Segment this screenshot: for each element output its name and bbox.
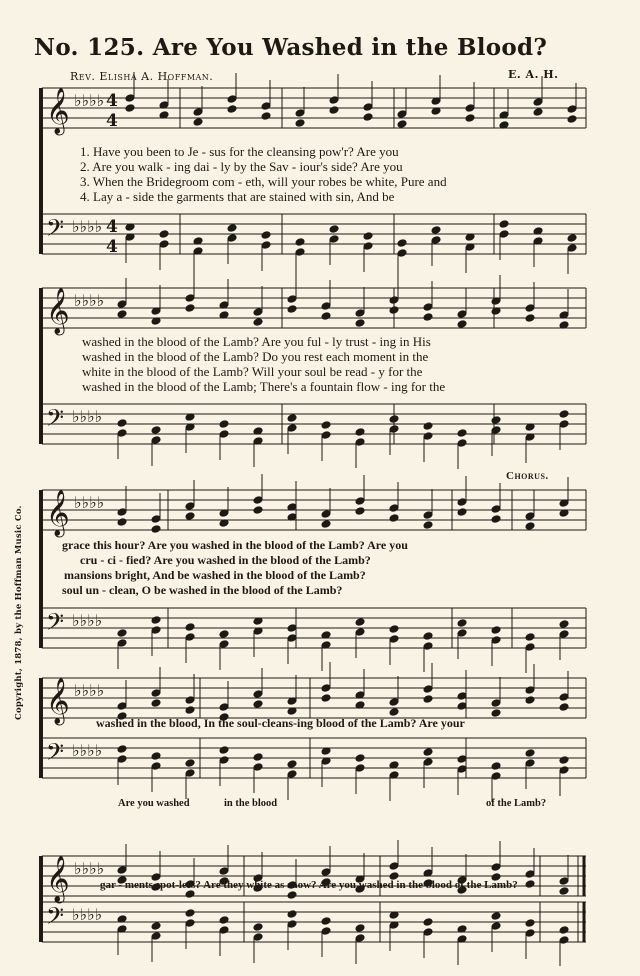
note-head [491,416,501,425]
note-head [117,866,127,875]
note-head [389,425,399,434]
note-head [491,626,501,635]
note-head [287,634,297,643]
note-head [185,696,195,705]
note-head [253,496,263,505]
svg-text:𝄞: 𝄞 [46,490,70,536]
note-head [457,619,467,628]
note-head [295,238,305,247]
note-head [253,763,263,772]
svg-text:♭♭♭♭: ♭♭♭♭ [74,681,105,700]
note-head [295,248,305,257]
note-head [363,242,373,251]
note-head [457,508,467,517]
note-head [525,314,535,323]
note-head [423,521,433,530]
note-head [465,104,475,113]
note-head [397,120,407,129]
verse-line-4: washed in the blood of the Lamb; There's a fountain flow - ing for the [82,379,446,394]
verse-line-3: 3. When the Bridegroom com - eth, will your robes be white, Pure and [80,174,447,189]
note-head [219,420,229,429]
note-head [117,300,127,309]
note-head [253,318,263,327]
note-head [253,308,263,317]
note-head [253,506,263,515]
svg-text:4: 4 [106,91,118,111]
note-head [567,234,577,243]
note-head [499,230,509,239]
note-head [525,512,535,521]
key-signature [72,91,104,924]
note-head [525,870,535,879]
verse-line-2: cru - ci - fied? Are you washed in the blood of the Lamb? [80,553,371,567]
note-head [321,510,331,519]
note-head [287,414,297,423]
svg-text:𝄢: 𝄢 [46,738,65,771]
note-head [329,106,339,115]
copyright-notice: Copyright, 1878, by the Hoffman Music Co. [14,505,24,720]
note-head [355,754,365,763]
note-head [185,919,195,928]
note-head [423,432,433,441]
verse-line-1: 1. Have you been to Je - sus for the cleansing pow'r? Are you [80,144,399,159]
note-head [151,426,161,435]
svg-text:4: 4 [106,111,118,131]
note-head [321,927,331,936]
note-head [253,753,263,762]
note-head [457,498,467,507]
note-head [321,431,331,440]
note-head [261,102,271,111]
svg-text:♭♭♭♭: ♭♭♭♭ [72,407,103,426]
note-head [397,249,407,258]
verse-line-2: washed in the blood of the Lamb? Do you rest each moment in the [82,349,429,364]
note-head [117,702,127,711]
svg-text:♭♭♭♭: ♭♭♭♭ [72,217,103,236]
note-head [227,105,237,114]
note-head [117,518,127,527]
svg-text:𝄞: 𝄞 [46,288,70,334]
note-head [253,933,263,942]
note-head [525,759,535,768]
note-head [253,690,263,699]
note-head [355,934,365,943]
note-head [159,230,169,239]
note-head [389,306,399,315]
note-head [525,919,535,928]
note-head [525,929,535,938]
note-head [287,624,297,633]
verse-line-3: white in the blood of the Lamb? Will your soul be read - y for the [82,364,423,379]
note-head [151,752,161,761]
note-head [117,755,127,764]
svg-text:𝄢: 𝄢 [46,608,65,641]
note-head [567,105,577,114]
note-head [125,94,135,103]
note-head [423,918,433,927]
note-head [151,616,161,625]
note-head [559,926,569,935]
note-head [185,633,195,642]
note-head [423,695,433,704]
note-head [457,629,467,638]
note-head [389,625,399,634]
note-head [219,640,229,649]
svg-text:𝄢: 𝄢 [46,902,65,935]
note-head [423,748,433,757]
note-head [261,112,271,121]
note-head [491,699,501,708]
note-head [389,862,399,871]
verse-line-4: soul un - clean, O be washed in the blood of the Lamb? [62,583,343,597]
note-head [525,696,535,705]
note-head [491,762,501,771]
note-head [491,709,501,718]
note-head [329,225,339,234]
note-head [117,745,127,754]
hymn-title: No. 125. Are You Washed in the Blood? [34,34,548,61]
note-head [525,686,535,695]
note-head [321,520,331,529]
chorus-label: Chorus. [506,470,549,482]
note-head [559,630,569,639]
treble-clef: 𝄞 [46,88,70,134]
note-head [287,305,297,314]
note-head [491,426,501,435]
note-head [321,868,331,877]
note-head [457,310,467,319]
note-head [567,115,577,124]
note-head [355,319,365,328]
note-head [321,302,331,311]
bass-echo-2: in the blood [224,798,278,809]
note-head [185,769,195,778]
note-head [295,119,305,128]
note-head [355,309,365,318]
note-head [423,758,433,767]
note-head [559,420,569,429]
svg-text:♭♭♭♭: ♭♭♭♭ [72,611,103,630]
note-head [533,108,543,117]
note-head [423,313,433,322]
svg-text:♭♭♭♭: ♭♭♭♭ [74,859,105,878]
note-head [355,628,365,637]
note-head [287,760,297,769]
note-head [533,98,543,107]
note-head [559,936,569,945]
note-head [185,759,195,768]
note-head [355,497,365,506]
note-head [193,108,203,117]
note-head [151,762,161,771]
note-head [287,295,297,304]
note-head [185,294,195,303]
author-credit: Rev. Elisha A. Hoffman. [70,70,214,83]
note-head [151,436,161,445]
svg-text:♭♭♭♭: ♭♭♭♭ [72,905,103,924]
note-head [287,920,297,929]
svg-text:𝄞: 𝄞 [46,678,70,724]
note-head [219,867,229,876]
note-head [321,312,331,321]
note-head [185,512,195,521]
note-head [559,620,569,629]
note-head [457,429,467,438]
note-head [355,507,365,516]
note-head [559,703,569,712]
note-head [423,511,433,520]
note-head [227,234,237,243]
note-head [219,756,229,765]
note-head [525,633,535,642]
note-head [559,410,569,419]
svg-text:♭♭♭♭: ♭♭♭♭ [72,741,103,760]
note-head [253,923,263,932]
note-head [525,304,535,313]
svg-text:𝄢: 𝄢 [46,404,65,437]
note-head [389,296,399,305]
note-head [321,917,331,926]
note-head [321,421,331,430]
note-head [151,922,161,931]
note-head [457,755,467,764]
note-head [125,104,135,113]
note-head [491,863,501,872]
note-head [559,756,569,765]
chorus-lyric-line-1: washed in the blood, In the soul-cleans-ing blood of the Lamb? Are your [96,716,465,730]
note-head [457,439,467,448]
note-head [559,887,569,896]
note-head [185,502,195,511]
note-head [117,639,127,648]
note-head [397,110,407,119]
note-head [321,694,331,703]
note-head [151,515,161,524]
bass-clef: 𝄢 [46,214,65,247]
note-head [185,909,195,918]
note-head [355,438,365,447]
verse-line-4: 4. Lay a - side the garments that are stained with sin, And be [80,189,395,204]
note-head [525,880,535,889]
note-head [559,766,569,775]
svg-text:4: 4 [106,217,118,237]
note-head [151,699,161,708]
note-head [567,244,577,253]
note-head [151,689,161,698]
note-head [261,241,271,250]
note-head [355,618,365,627]
verse-line-1: grace this hour? Are you washed in the blood of the Lamb? Are you [62,538,408,552]
note-head [457,320,467,329]
note-head [491,505,501,514]
bass-echo-1: Are you washed [118,798,190,809]
note-head [457,692,467,701]
note-head [457,765,467,774]
note-head [287,770,297,779]
note-head [389,635,399,644]
note-head [389,514,399,523]
note-head [423,928,433,937]
note-head [389,698,399,707]
note-head [185,623,195,632]
note-head [499,220,509,229]
note-head [559,877,569,886]
note-head [559,693,569,702]
note-head [151,626,161,635]
svg-text:♭♭♭♭: ♭♭♭♭ [74,91,105,110]
note-head [423,422,433,431]
note-glyphs [117,72,577,966]
note-head [525,643,535,652]
note-head [363,113,373,122]
note-head [491,636,501,645]
chorus-lyric-line-2: gar - ments spot-less? Are they white as snow? Are you washed in the blood of the Lamb? [100,879,518,891]
note-head [423,632,433,641]
note-head [287,424,297,433]
note-head [329,235,339,244]
note-head [287,910,297,919]
note-head [355,764,365,773]
note-head [457,702,467,711]
note-head [355,924,365,933]
note-head [389,504,399,513]
note-head [219,703,229,712]
note-head [253,700,263,709]
svg-text:♭♭♭♭: ♭♭♭♭ [74,493,105,512]
composer-credit: E. A. H. [508,68,559,81]
note-head [491,515,501,524]
note-head [423,685,433,694]
note-head [185,706,195,715]
note-head [185,304,195,313]
note-head [117,508,127,517]
note-head [355,428,365,437]
note-head [525,749,535,758]
note-head [423,303,433,312]
note-head [397,239,407,248]
note-head [295,109,305,118]
note-head [151,525,161,534]
note-head [117,419,127,428]
note-head [219,916,229,925]
note-head [219,630,229,639]
note-head [227,224,237,233]
note-head [363,103,373,112]
svg-text:4: 4 [106,237,118,257]
note-head [117,629,127,638]
note-head [329,96,339,105]
verse-line-2: 2. Are you walk - ing dai - ly by the Sav - iour's side? Are you [80,159,403,174]
note-head [389,708,399,717]
note-head [219,430,229,439]
note-head [491,772,501,781]
note-head [389,415,399,424]
note-head [151,932,161,941]
note-head [363,232,373,241]
verse-line-3: mansions bright, And be washed in the blood of the Lamb? [64,568,366,582]
note-head [219,926,229,935]
note-head [117,310,127,319]
note-head [227,95,237,104]
note-head [525,522,535,531]
note-head [117,429,127,438]
verse-line-1: washed in the blood of the Lamb? Are you ful - ly trust - ing in His [82,334,431,349]
note-head [261,231,271,240]
note-head [491,912,501,921]
note-head [423,642,433,651]
note-head [193,118,203,127]
svg-text:♭♭♭♭: ♭♭♭♭ [74,291,105,310]
note-head [159,240,169,249]
note-head [491,922,501,931]
note-head [321,684,331,693]
note-head [465,114,475,123]
note-head [431,226,441,235]
bass-echo-3: of the Lamb? [486,798,547,809]
note-head [431,236,441,245]
svg-text:𝄞: 𝄞 [46,856,70,902]
note-head [219,746,229,755]
